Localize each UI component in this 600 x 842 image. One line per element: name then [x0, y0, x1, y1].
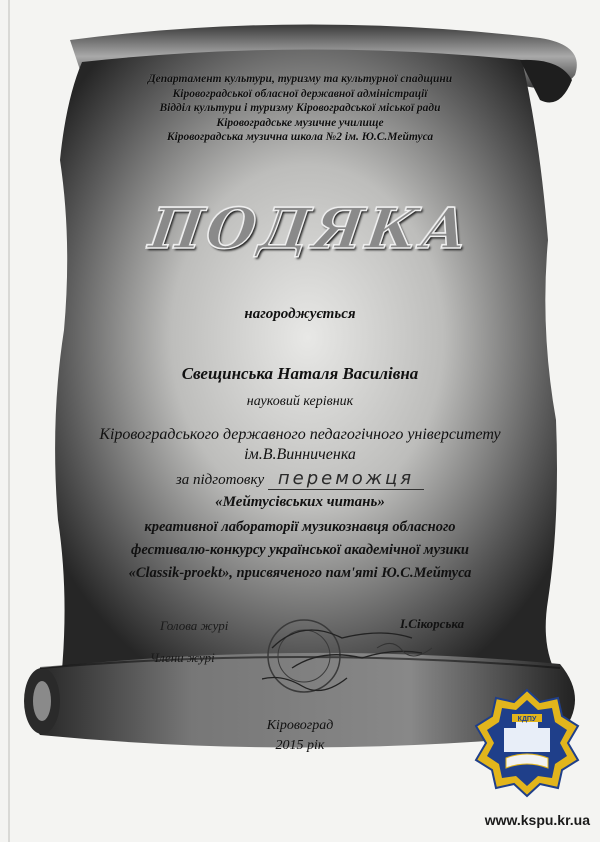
body-line-2: фестивалю-конкурсу української академічної музики [131, 542, 469, 558]
website-link[interactable]: www.kspu.kr.ua [484, 812, 590, 828]
header-line-2: Кіровоградської обласної державної адміністрації [172, 87, 428, 100]
university-emblem-icon [472, 688, 582, 798]
preparation-prefix: за підготовку [175, 472, 265, 488]
certificate-title: ПОДЯКА [145, 196, 477, 262]
header-line-1: Департамент культури, туризму та культурної спадщини [147, 73, 453, 85]
year: 2015 рік [275, 738, 325, 753]
body-line-1: креативної лабораторії музикознавця обласного [144, 519, 456, 535]
emblem-label: КДПУ [517, 716, 537, 723]
jury-members-label: Члени журі [150, 650, 215, 665]
body-line-3: «Classik-proekt», присвяченого пам'яті Ю.С.Мейтуса [128, 565, 472, 581]
header-line-3: Відділ культури і туризму Кіровоградської міської ради [159, 102, 441, 114]
city: Кіровоград [266, 718, 334, 733]
header-line-5: Кіровоградська музична школа №2 ім. Ю.С.Мейтуса [166, 131, 434, 143]
university-line-2: ім.В.Винниченка [244, 446, 356, 463]
jury-head-name: І.Сікорська [400, 616, 465, 631]
round-seal-stamp-icon [262, 608, 465, 708]
preparation-handwritten: переможця [268, 468, 424, 490]
readings-title: «Мейтусівських читань» [215, 494, 385, 510]
preparation-line [0, 468, 600, 489]
recipient-name: Свещинська Наталя Василівна [181, 364, 419, 383]
header-line-4: Кіровоградське музичне училище [216, 116, 384, 129]
recipient-role: науковий керівник [246, 394, 354, 409]
awarded-text: нагороджується [244, 306, 356, 322]
university-line-1: Кіровоградського державного педагогічного університету [99, 426, 501, 443]
jury-head-label: Голова журі [160, 618, 229, 633]
